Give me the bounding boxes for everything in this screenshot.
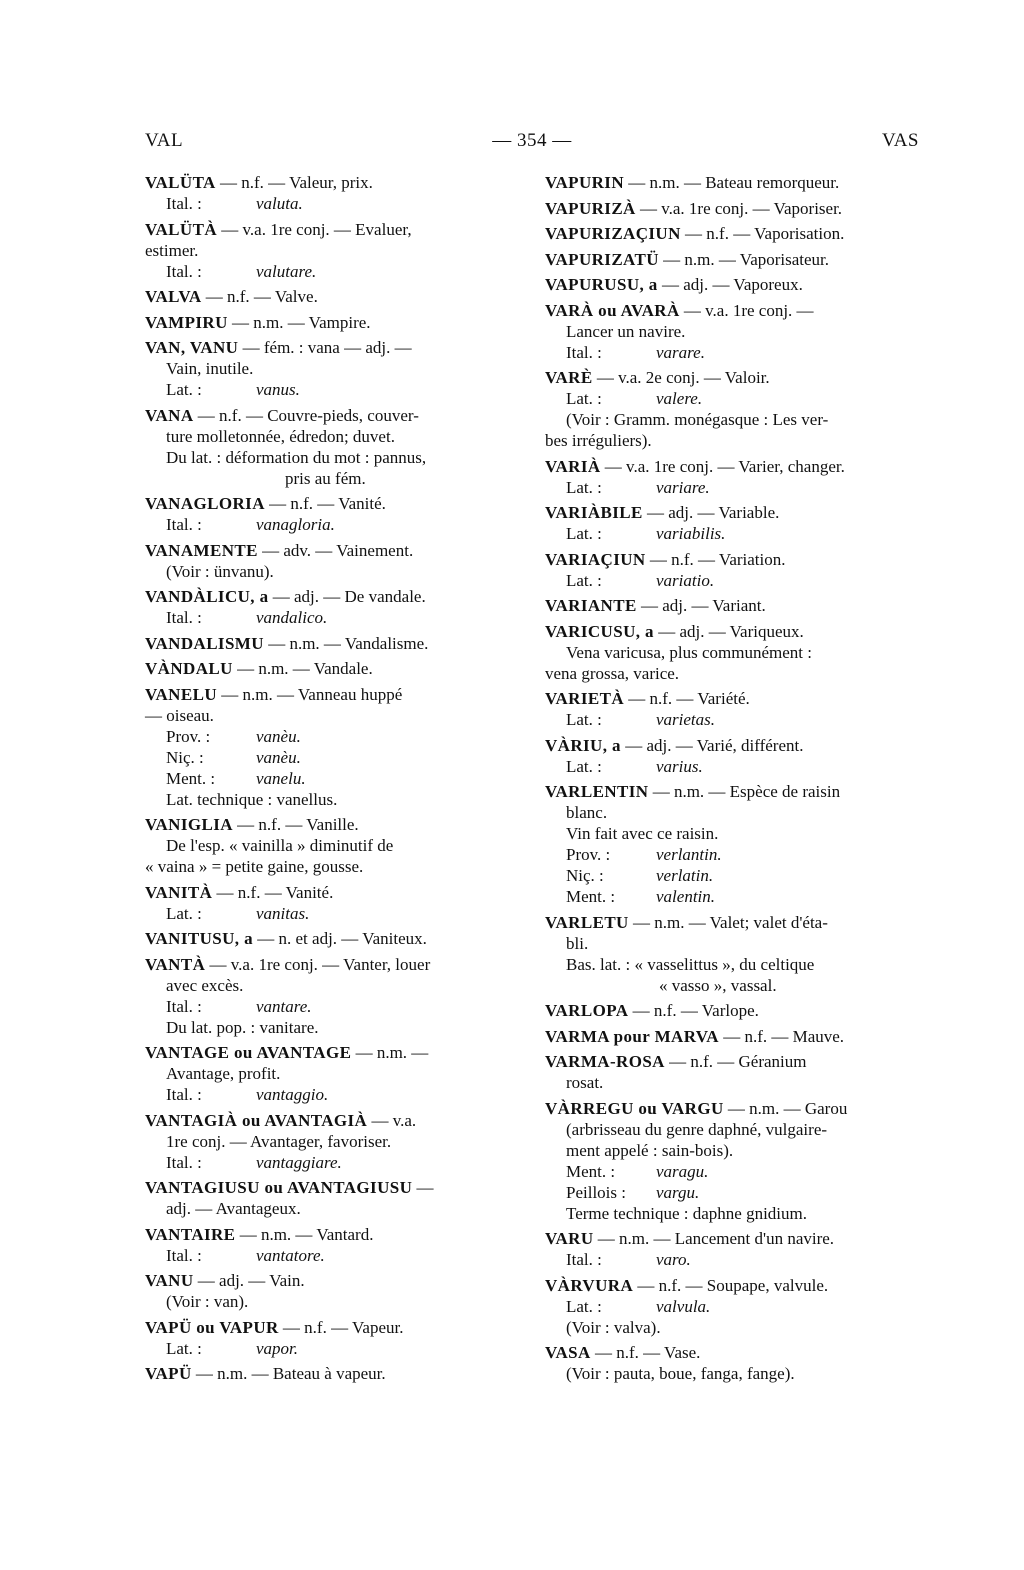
headword: VAPÜ xyxy=(145,1364,192,1383)
headword: VANU xyxy=(145,1271,194,1290)
definition: — n. et adj. — Vaniteux. xyxy=(253,929,427,948)
etym-word: valentin. xyxy=(656,887,716,906)
etym-label: Lat. : xyxy=(566,477,602,497)
dictionary-entry xyxy=(145,633,521,654)
dictionary-entry xyxy=(545,735,921,777)
headword: VANELU xyxy=(145,684,217,704)
etym-word: varo. xyxy=(656,1250,691,1269)
etym-label: Lat. : xyxy=(566,756,602,776)
etym-label: Lat. : xyxy=(566,710,602,729)
headword: VANAGLORIA xyxy=(145,494,265,513)
etymology-note: Du lat. pop. : vanitare. xyxy=(166,1017,319,1037)
etym-word: vanitas. xyxy=(256,903,310,923)
etym-label: Lat. : xyxy=(566,524,602,543)
definition: — n.f. — Géranium xyxy=(664,1052,807,1071)
headword: VAMPIRU xyxy=(145,312,228,332)
etym-word: vandalico. xyxy=(256,608,328,627)
dictionary-entry xyxy=(545,367,921,451)
dictionary-entry xyxy=(545,781,921,907)
definition: — n.m. — Vandalisme. xyxy=(263,633,429,653)
etym-label: Ital. : xyxy=(166,261,202,281)
headword: VÀRREGU ou VARGU xyxy=(545,1098,724,1118)
definition: — n.f. — Valeur, prix. xyxy=(215,173,373,192)
definition: — n.m. — Vaporisateur. xyxy=(658,249,830,269)
cross-reference-continued: bes irréguliers). xyxy=(545,431,652,450)
etym-word: varius. xyxy=(656,756,703,776)
dictionary-entry xyxy=(145,1317,521,1359)
etym-word: vantatore. xyxy=(256,1245,325,1265)
definition: — v.a. 2e conj. — Valoir. xyxy=(592,368,770,387)
etymology-note: Terme technique : daphne gnidium. xyxy=(566,1203,807,1223)
headword: VARIÀ xyxy=(545,456,601,476)
definition: — n.f. — Vaporisation. xyxy=(680,224,845,243)
etym-word: variabilis. xyxy=(656,524,726,543)
headword: VARLENTIN xyxy=(545,782,649,801)
dictionary-entry xyxy=(145,928,521,949)
etym-label: Ital. : xyxy=(566,342,602,362)
definition: — adj. — De vandale. xyxy=(268,587,426,606)
etym-word: vantaggiare. xyxy=(256,1152,342,1172)
etym-label: Ital. : xyxy=(166,996,202,1016)
definition: — n.f. — Soupape, valvule. xyxy=(633,1275,829,1295)
dictionary-entry xyxy=(145,954,521,1038)
dictionary-entry xyxy=(145,684,521,810)
definition: — n.m. — Bateau remorqueur. xyxy=(624,173,840,192)
headword: VANITUSU, a xyxy=(145,929,254,948)
headword: VANA xyxy=(145,405,194,425)
etym-word: variatio. xyxy=(656,570,715,590)
headword: VARIAÇIUN xyxy=(545,549,646,569)
headword: VAPURUSU, a xyxy=(545,275,658,294)
dictionary-entry xyxy=(145,1224,521,1266)
definition-continued: (arbrisseau du genre daphné, vulgaire- xyxy=(566,1119,828,1139)
etymology-note: Lat. technique : vanellus. xyxy=(166,789,338,809)
dictionary-entry xyxy=(545,688,921,730)
left-column xyxy=(145,172,521,1389)
definition: — v.a. 1re conj. — Evaluer, xyxy=(217,219,412,239)
definition: — v.a. 1re conj. — Vanter, louer xyxy=(205,954,431,974)
dictionary-entry xyxy=(145,219,521,282)
etym-label: Ment. : xyxy=(566,887,616,906)
definition: — adj. — Vaporeux. xyxy=(657,275,803,294)
definition-continued: adj. — Avantageux. xyxy=(166,1199,301,1218)
dictionary-entry xyxy=(545,198,921,219)
definition-continued: 1re conj. — Avantager, favoriser. xyxy=(166,1131,392,1151)
definition-continued: blanc. xyxy=(566,803,608,822)
dictionary-entry xyxy=(145,1177,521,1219)
definition-continued: avec excès. xyxy=(166,975,244,995)
dictionary-entry xyxy=(145,286,521,307)
headword: VALÜTÀ xyxy=(145,219,217,239)
etym-label: Ital. : xyxy=(166,1085,202,1104)
etym-label: Lat. : xyxy=(566,1296,602,1316)
definition: — n.f. — Couvre-pieds, couver- xyxy=(193,405,419,425)
etym-word: valuta. xyxy=(256,194,303,213)
etym-label: Ment. : xyxy=(166,768,216,788)
etym-word: valere. xyxy=(656,389,703,408)
etymology-note-continued: pris au fém. xyxy=(285,468,366,488)
etym-word: valvula. xyxy=(656,1296,711,1316)
etymology-note-continued: « vasso », vassal. xyxy=(659,975,777,995)
etym-label: Ital. : xyxy=(166,1152,202,1172)
etym-label: Niç. : xyxy=(166,747,204,767)
definition: — adj. — Variant. xyxy=(636,596,766,615)
dictionary-entry xyxy=(145,1042,521,1105)
dictionary-entry xyxy=(545,1051,921,1093)
dictionary-entry xyxy=(545,912,921,996)
definition: — adj. — Varié, différent. xyxy=(620,735,804,755)
definition-continued: estimer. xyxy=(145,240,199,260)
dictionary-entry xyxy=(145,1270,521,1312)
definition: — n.f. — Vase. xyxy=(590,1343,701,1362)
definition: — n.f. — Vanille. xyxy=(232,815,359,834)
dictionary-entry xyxy=(545,300,921,363)
definition-continued: bli. xyxy=(566,933,589,953)
headword: VANDALISMU xyxy=(145,633,264,653)
dictionary-entry xyxy=(545,1098,921,1224)
headword: VARU xyxy=(545,1229,594,1248)
dictionary-entry xyxy=(145,493,521,535)
definition-continued: rosat. xyxy=(566,1073,604,1092)
page-header xyxy=(145,130,919,160)
headword: VARLOPA xyxy=(545,1001,629,1020)
dictionary-entry xyxy=(145,405,521,489)
definition: — fém. : vana — adj. — xyxy=(238,338,412,357)
definition: — n.m. — Garou xyxy=(723,1098,848,1118)
etym-label: Ital. : xyxy=(166,194,202,213)
right-column xyxy=(545,172,921,1389)
definition: — n.m. — Vantard. xyxy=(235,1224,374,1244)
headword: VARÈ xyxy=(545,368,593,387)
dictionary-entry xyxy=(545,249,921,270)
header-left-guide-word: VAL xyxy=(145,130,184,151)
usage-note: Vin fait avec ce raisin. xyxy=(566,824,719,843)
etym-label: Ment. : xyxy=(566,1161,616,1181)
headword: VANDÀLICU, a xyxy=(145,587,269,606)
definition-continued: Avantage, profit. xyxy=(166,1064,281,1083)
etym-label: Ital. : xyxy=(566,1250,602,1269)
headword: VANTAIRE xyxy=(145,1224,236,1244)
cross-reference: (Voir : Gramm. monégasque : Les ver- xyxy=(566,410,829,429)
headword: VANTAGIUSU ou AVANTAGIUSU xyxy=(145,1178,413,1197)
dictionary-entry xyxy=(145,814,521,877)
header-right-guide-word: VAS xyxy=(881,130,919,151)
headword: VARMA-ROSA xyxy=(545,1052,665,1071)
cross-reference: (Voir : pauta, boue, fanga, fange). xyxy=(566,1364,795,1383)
etym-word: vanèu. xyxy=(256,726,301,746)
etym-word: vantare. xyxy=(256,996,312,1016)
dictionary-entry xyxy=(545,172,921,193)
definition: — n.f. — Vapeur. xyxy=(278,1317,404,1337)
cross-reference: (Voir : valva). xyxy=(566,1317,661,1337)
dictionary-entry xyxy=(545,621,921,684)
usage-note-continued: vena grossa, varice. xyxy=(545,663,680,683)
dictionary-entry xyxy=(145,312,521,333)
etym-word: verlantin. xyxy=(656,845,722,864)
headword: VARÀ ou AVARÀ xyxy=(545,300,680,320)
definition: — n.m. — Bateau à vapeur. xyxy=(191,1364,386,1383)
definition-continued: ment appelé : sain-bois). xyxy=(566,1140,734,1160)
dictionary-entry xyxy=(545,274,921,295)
etymology-note: Bas. lat. : « vasselittus », du celtique xyxy=(566,954,815,974)
dictionary-entry xyxy=(545,1228,921,1270)
headword: VALÜTA xyxy=(145,173,216,192)
page-number: — 354 — xyxy=(492,130,572,151)
etym-label: Prov. : xyxy=(566,845,611,864)
definition: — n.m. — xyxy=(351,1043,429,1062)
etym-label: Niç. : xyxy=(566,866,604,885)
cross-reference: (Voir : ünvanu). xyxy=(166,561,274,581)
definition: — n.f. — Varlope. xyxy=(628,1001,759,1020)
etym-label: Prov. : xyxy=(166,726,211,746)
headword: VANAMENTE xyxy=(145,540,258,560)
etym-word: vargu. xyxy=(656,1182,700,1202)
etym-word: verlatin. xyxy=(656,866,714,885)
dictionary-entry xyxy=(545,502,921,544)
etym-label: Lat. : xyxy=(166,380,202,399)
dictionary-entry xyxy=(545,1026,921,1047)
definition: — n.m. — Vampire. xyxy=(227,312,371,332)
definition-continued: ture molletonnée, édredon; duvet. xyxy=(166,426,395,446)
headword: VAPURIZAÇIUN xyxy=(545,224,681,243)
headword: VARLETU xyxy=(545,912,629,932)
etym-word: vanus. xyxy=(256,380,300,399)
definition: — v.a. 1re conj. — Vaporiser. xyxy=(635,198,843,218)
etym-word: varare. xyxy=(656,342,705,362)
definition: — v.a. 1re conj. — xyxy=(679,300,814,320)
headword: VANTAGIÀ ou AVANTAGIÀ xyxy=(145,1110,368,1130)
dictionary-entry xyxy=(145,172,521,214)
etym-label: Lat. : xyxy=(566,389,602,408)
definition: — adj. — Variable. xyxy=(642,503,780,522)
cross-reference: (Voir : van). xyxy=(166,1292,249,1311)
usage-note: Vena varicusa, plus communément : xyxy=(566,642,812,662)
headword: VANTÀ xyxy=(145,954,206,974)
definition-continued: — oiseau. xyxy=(145,705,214,725)
definition: — n.f. — Variété. xyxy=(624,689,750,708)
dictionary-entry xyxy=(545,549,921,591)
etym-word: vanèu. xyxy=(256,747,301,767)
etym-label: Lat. : xyxy=(566,570,602,590)
dictionary-entry xyxy=(545,595,921,616)
etym-word: vantaggio. xyxy=(256,1085,329,1104)
headword: VAPURIN xyxy=(545,173,624,192)
etym-word: varagu. xyxy=(656,1161,709,1181)
definition: — n.f. — Valve. xyxy=(201,287,318,306)
dictionary-entry xyxy=(145,658,521,679)
definition: — xyxy=(412,1178,434,1197)
dictionary-entry xyxy=(145,540,521,582)
etym-word: varietas. xyxy=(656,710,716,729)
etymology-note: Du lat. : déformation du mot : pannus, xyxy=(166,447,427,467)
definition: — n.m. — Espèce de raisin xyxy=(648,782,841,801)
etym-word: vapor. xyxy=(256,1338,299,1358)
headword: VANTAGE ou AVANTAGE xyxy=(145,1043,352,1062)
dictionary-entry xyxy=(545,1342,921,1384)
definition: — adj. — Variqueux. xyxy=(653,621,804,641)
definition: — adj. — Vain. xyxy=(193,1271,305,1290)
etym-label: Peillois : xyxy=(566,1182,626,1202)
headword: VALVA xyxy=(145,287,202,306)
etym-label: Ital. : xyxy=(166,515,202,534)
definition: — n.f. — Variation. xyxy=(645,549,786,569)
definition: — n.f. — Mauve. xyxy=(718,1026,845,1046)
etym-word: valutare. xyxy=(256,261,317,281)
headword: VARICUSU, a xyxy=(545,621,654,641)
definition: — v.a. 1re conj. — Varier, changer. xyxy=(600,456,845,476)
headword: VAPURIZÀ xyxy=(545,198,636,218)
definition: — n.f. — Vanité. xyxy=(212,882,334,902)
dictionary-entry xyxy=(145,337,521,400)
dictionary-entry xyxy=(545,1000,921,1021)
definition: — adv. — Vainement. xyxy=(257,540,414,560)
headword: VAN, VANU xyxy=(145,338,239,357)
dictionary-entry xyxy=(145,586,521,628)
headword: VAPÜ ou VAPUR xyxy=(145,1317,279,1337)
definition-continued: Lancer un navire. xyxy=(566,321,686,341)
etymology-note: De l'esp. « vainilla » diminutif de xyxy=(166,836,394,855)
headword: VÀNDALU xyxy=(145,659,233,678)
headword: VARIÀBILE xyxy=(545,503,643,522)
dictionary-entry xyxy=(545,1275,921,1338)
definition: — n.m. — Vanneau huppé xyxy=(217,684,403,704)
etym-label: Ital. : xyxy=(166,1245,202,1265)
etym-word: vanagloria. xyxy=(256,515,335,534)
definition: — v.a. xyxy=(367,1110,417,1130)
etym-word: variare. xyxy=(656,477,710,497)
headword: VASA xyxy=(545,1343,591,1362)
headword: VARMA pour MARVA xyxy=(545,1026,719,1046)
etym-label: Lat. : xyxy=(166,903,202,923)
definition: — n.m. — Vandale. xyxy=(232,659,373,678)
headword: VARIANTE xyxy=(545,596,637,615)
dictionary-entry xyxy=(545,456,921,498)
headword: VÀRVURA xyxy=(545,1275,634,1295)
etym-label: Lat. : xyxy=(166,1338,202,1358)
dictionary-entry xyxy=(145,1110,521,1173)
definition: — n.m. — Lancement d'un navire. xyxy=(593,1229,835,1248)
headword: VANIGLIA xyxy=(145,815,233,834)
definition: — n.f. — Vanité. xyxy=(264,494,386,513)
definition-continued: Vain, inutile. xyxy=(166,359,254,378)
etymology-note-continued: « vaina » = petite gaine, gousse. xyxy=(145,857,364,876)
etym-label: Ital. : xyxy=(166,608,202,627)
headword: VAPURIZATÜ xyxy=(545,249,659,269)
definition: — n.m. — Valet; valet d'éta- xyxy=(628,912,828,932)
dictionary-entry xyxy=(145,882,521,924)
etym-word: vanelu. xyxy=(256,768,306,788)
headword: VÀRIU, a xyxy=(545,735,621,755)
headword: VANITÀ xyxy=(145,882,213,902)
headword: VARIETÀ xyxy=(545,689,625,708)
dictionary-entry xyxy=(145,1363,521,1384)
dictionary-entry xyxy=(545,223,921,244)
